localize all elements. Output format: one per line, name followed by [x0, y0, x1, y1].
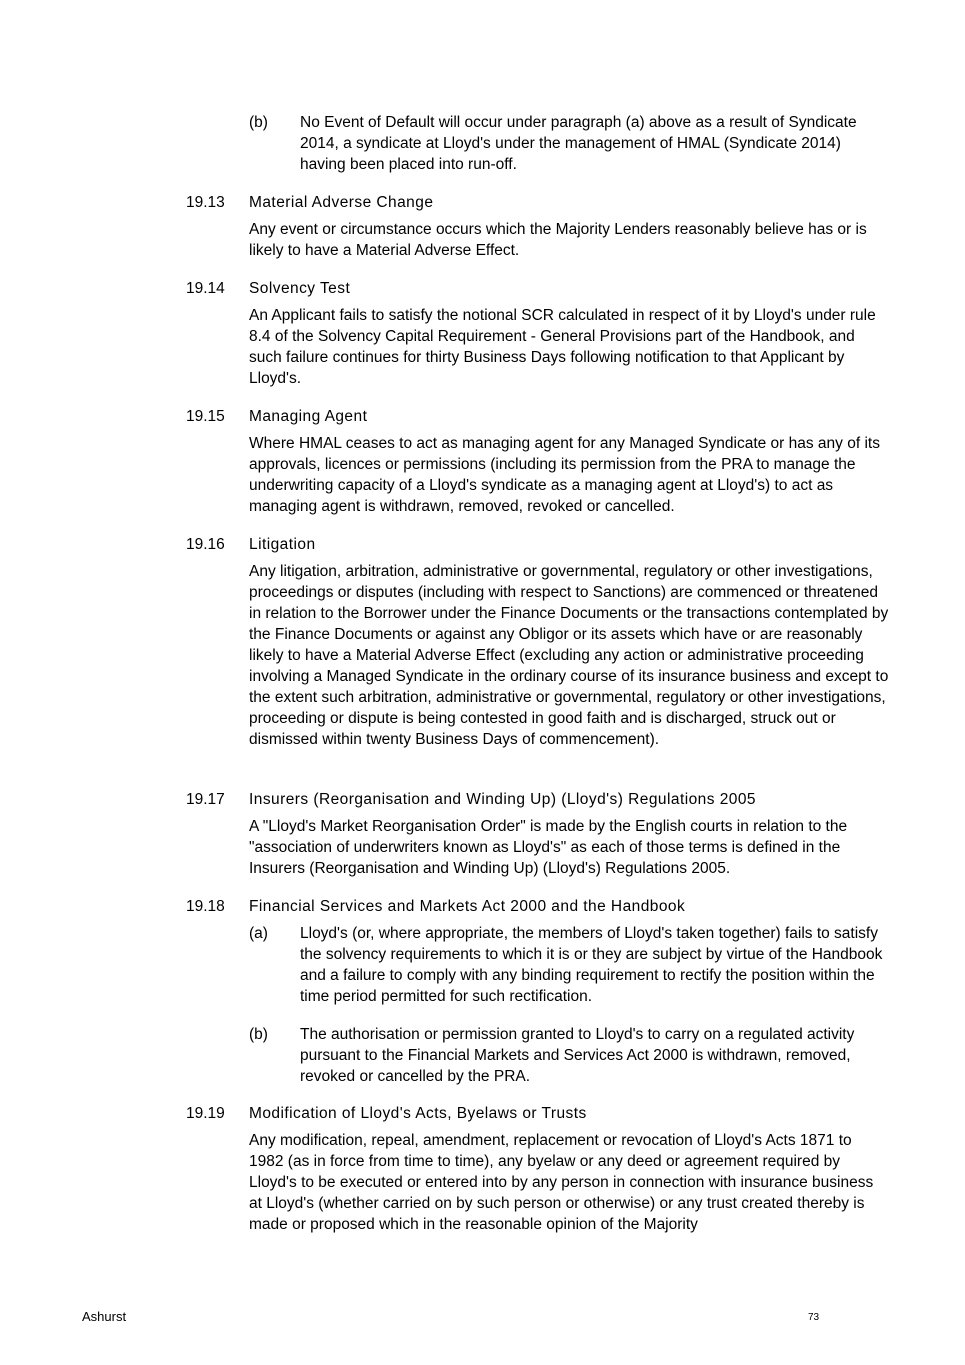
- clause-number: 19.15: [186, 408, 225, 425]
- list-item-label: (b): [249, 1026, 268, 1043]
- clause-body: A "Lloyd's Market Reorganisation Order" is made by the English courts in relation to the "association of underwriters known as Lloyd's" as each of those terms is defined in the Insurers (Reorganisation and Winding Up) (Lloyd's) Regulations 2005.: [249, 818, 848, 877]
- clause-body: An Applicant fails to satisfy the notional SCR calculated in respect of it by Lloyd's under rule 8.4 of the Solvency Capital Requirement - General Provisions part of the Handbook, and such failure continues for thirty Business Days following notification to that Applicant by Lloyd's.: [249, 307, 876, 387]
- footer-page-number: 73: [808, 1312, 820, 1323]
- clause-heading: Managing Agent: [249, 408, 368, 425]
- clause-body: Any litigation, arbitration, administrative or governmental, regulatory or other investigations, proceedings or disputes (including with respect to Sanctions) are commenced or threatened in relation to the Borrower under the Finance Documents or the transactions contemplated by the Finance Documents or against any Obligor or its assets which have or are reasonably likely to have a Material Adverse Effect (excluding any action or administrative proceeding involving a Managed Syndicate in the ordinary course of its insurance business and except to the extent such arbitration, administrative or governmental, regulatory or other investigations, proceeding or dispute is being contested in good faith and is discharged, struck out or dismissed within twenty Business Days of commencement).: [249, 563, 889, 748]
- clause-heading: Material Adverse Change: [249, 194, 434, 211]
- clause-heading: Insurers (Reorganisation and Winding Up) (Lloyd's) Regulations 2005: [249, 791, 756, 808]
- list-item-label: (b): [249, 114, 268, 131]
- clause-number: 19.16: [186, 536, 225, 553]
- clause-heading: Modification of Lloyd's Acts, Byelaws or Trusts: [249, 1105, 587, 1122]
- clause-heading: Litigation: [249, 536, 316, 553]
- clause-heading: Financial Services and Markets Act 2000 and the Handbook: [249, 898, 686, 915]
- clause-number: 19.17: [186, 791, 225, 808]
- clause-number: 19.19: [186, 1105, 225, 1122]
- clause-body: Any modification, repeal, amendment, replacement or revocation of Lloyd's Acts 1871 to 1982 (as in force from time to time), any byelaw or any deed or agreement required by Lloyd's to be executed or entered into by any person in connection with insurance business at Lloyd's (whether carried on by such person or otherwise) or any trust created thereby is made or proposed which in the reasonable opinion of the Majority: [249, 1132, 874, 1233]
- clause-heading: Solvency Test: [249, 280, 351, 297]
- list-item-text: The authorisation or permission granted to Lloyd's to carry on a regulated activity pursuant to the Financial Markets and Services Act 2000 is withdrawn, removed, revoked or cancelled by the PRA.: [300, 1026, 855, 1085]
- list-item-text: Lloyd's (or, where appropriate, the members of Lloyd's taken together) fails to satisfy the solvency requirements to which it is or they are subject by virtue of the Handbook and a failure to comply with any binding requirement to rectify the position within the time period permitted for such rectification.: [300, 925, 883, 1005]
- clause-body: Where HMAL ceases to act as managing agent for any Managed Syndicate or has any of its approvals, licences or permissions (including its permission from the PRA to manage the underwriting capacity of a Lloyd's syndicate as a managing agent at Lloyd's) to act as managing agent is withdrawn, removed, revoked or cancelled.: [249, 435, 880, 515]
- list-item-label: (a): [249, 925, 268, 942]
- clause-body: Any event or circumstance occurs which the Majority Lenders reasonably believe has or is likely to have a Material Adverse Effect.: [249, 221, 867, 259]
- clause-number: 19.13: [186, 194, 225, 211]
- list-item-text: No Event of Default will occur under paragraph (a) above as a result of Syndicate 2014, a syndicate at Lloyd's under the management of HMAL (Syndicate 2014) having been placed into run-off.: [300, 114, 857, 173]
- footer-firm-name: Ashurst: [82, 1309, 127, 1324]
- clause-number: 19.14: [186, 280, 225, 297]
- clause-number: 19.18: [186, 898, 225, 915]
